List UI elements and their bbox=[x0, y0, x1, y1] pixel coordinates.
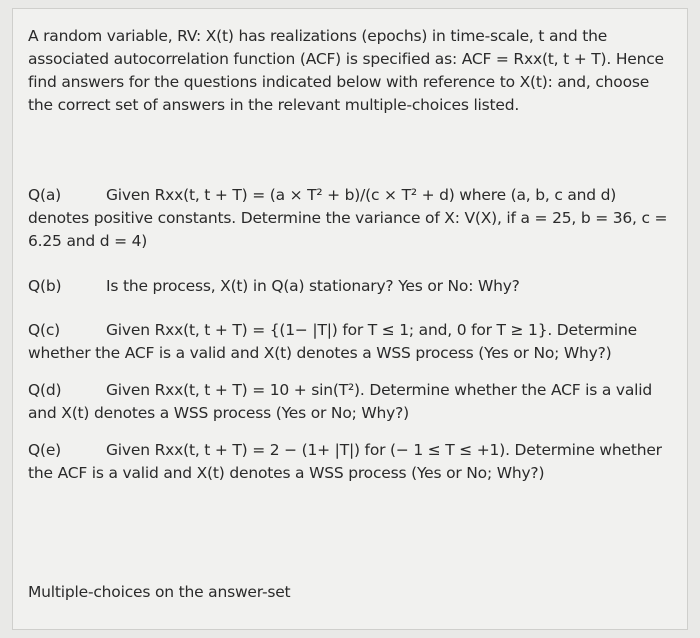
question-e-text: Given Rxx(t, t + T) = 2 − (1+ |T|) for (− 1 ≤ T ≤ +1). Determine whether the ACF is a valid and X(t) denotes a WSS process (Yes or No; Why?) bbox=[28, 441, 662, 482]
question-d-label: Q(d) bbox=[28, 381, 62, 399]
question-d bbox=[28, 379, 678, 425]
question-c-text: Given Rxx(t, t + T) = {(1− |T|) for T ≤ 1; and, 0 for T ≥ 1}. Determine whether the ACF is a valid and X(t) denotes a WSS process (Yes or No; Why?) bbox=[28, 321, 637, 362]
question-c bbox=[28, 319, 678, 365]
question-b-text: Is the process, X(t) in Q(a) stationary? Yes or No: Why? bbox=[106, 277, 520, 295]
question-e bbox=[28, 439, 678, 485]
intro-paragraph: A random variable, RV: X(t) has realizations (epochs) in time-scale, t and the associated autocorrelation function (ACF) is specified as: ACF = Rxx(t, t + T). Hence find answers for the questions indicated below with reference to X(t): and, choose the correct set of answers in the relevant multiple-choices listed. bbox=[28, 27, 664, 114]
question-b-label: Q(b) bbox=[28, 277, 62, 295]
multiple-choices-heading: Multiple-choices on the answer-set bbox=[28, 583, 291, 601]
question-b bbox=[28, 275, 678, 298]
question-c-label: Q(c) bbox=[28, 321, 61, 339]
document-page bbox=[12, 8, 688, 630]
question-a-text: Given Rxx(t, t + T) = (a × T² + b)/(c × T² + d) where (a, b, c and d) denotes positive constants. Determine the variance of X: V(X), if a = 25, b = 36, c = 6.25 and d = 4) bbox=[28, 186, 668, 250]
question-a bbox=[28, 184, 678, 253]
question-e-label: Q(e) bbox=[28, 441, 62, 459]
question-d-text: Given Rxx(t, t + T) = 10 + sin(T²). Determine whether the ACF is a valid and X(t) denotes a WSS process (Yes or No; Why?) bbox=[28, 381, 653, 422]
question-a-label: Q(a) bbox=[28, 186, 61, 204]
